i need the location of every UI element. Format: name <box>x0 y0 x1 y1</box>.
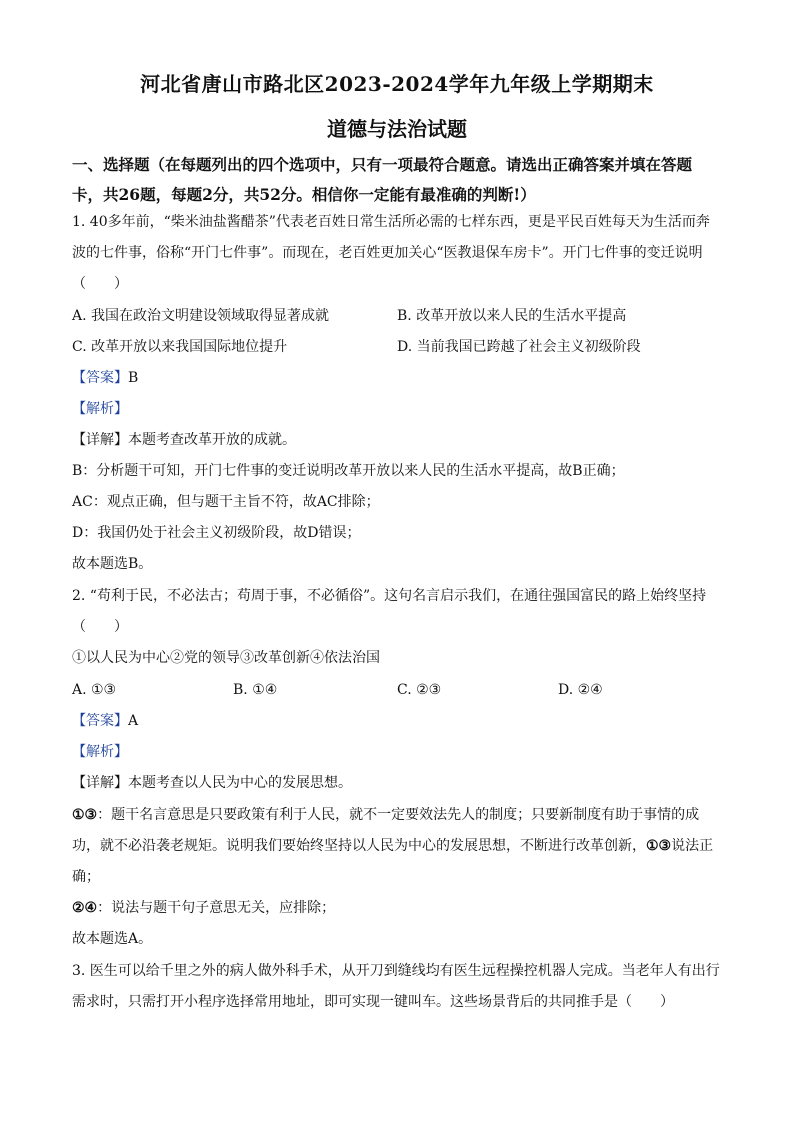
page-title: 河北省唐山市路北区2023-2024学年九年级上学期期末 <box>140 72 654 96</box>
q1-option-b: B. 改革开放以来人民的生活水平提高 <box>397 308 627 324</box>
q1-option-d: D. 当前我国已跨越了社会主义初级阶段 <box>397 339 641 355</box>
q2-detail-label: 【详解】 <box>72 775 128 791</box>
q1-conclusion: 故本题选B。 <box>72 556 153 572</box>
q1-answer <box>72 368 732 388</box>
q2-stem-line-1: 2. “苟利于民，不必法古；苟周于事，不必循俗”。这句名言启示我们，在通往强国富民的路上始终坚持 <box>72 588 707 604</box>
section-heading-line-1: 一、选择题（在每题列出的四个选项中，只有一项最符合题意。请选出正确答案并填在答题 <box>72 155 693 174</box>
q2-explanation-1-line-2a: 功，就不必沿袭老规矩。说明我们要始终坚持以人民为中心的发展思想，不断进行改革创新， <box>72 838 646 854</box>
q2-items: ①以人民为中心②党的领导③改革创新④依法治国 <box>72 650 380 666</box>
q2-detail <box>72 773 732 793</box>
q3-stem-line-2: 需求时，只需打开小程序选择常用地址，即可实现一键叫车。这些场景背后的共同推手是（ ） <box>72 994 674 1010</box>
q2-option-a: A. ①③ <box>72 682 117 698</box>
q2-option-b: B. ①④ <box>233 682 278 698</box>
q1-explanation-2: AC：观点正确，但与题干主旨不符，故AC排除； <box>72 494 380 510</box>
q1-detail <box>72 430 732 450</box>
q2-option-d: D. ②④ <box>558 682 603 698</box>
q2-explanation-1-prefix: ①③ <box>72 807 98 823</box>
q1-answer-value: B <box>128 370 139 386</box>
q2-answer <box>72 711 732 731</box>
q2-stem-line-2: （ ） <box>72 619 128 635</box>
q1-stem-line-3: （ ） <box>72 276 128 292</box>
page-subtitle: 道德与法治试题 <box>327 117 467 141</box>
q2-explanation-1-line-1 <box>72 805 732 825</box>
q1-explanation-1: B：分析题干可知，开门七件事的变迁说明改革开放以来人民的生活水平提高，故B正确； <box>72 463 625 479</box>
q1-detail-label: 【详解】 <box>72 432 128 448</box>
q2-analysis-label <box>72 742 732 762</box>
q2-answer-label: 【答案】 <box>72 713 128 729</box>
q2-analysis-label-text: 【解析】 <box>72 744 128 760</box>
q3-stem-line-1: 3. 医生可以给千里之外的病人做外科手术，从开刀到缝线均有医生远程操控机器人完成。当老年人有出行 <box>72 963 720 979</box>
q2-option-c: C. ②③ <box>397 682 442 698</box>
q2-answer-value: A <box>128 713 139 729</box>
q2-conclusion: 故本题选A。 <box>72 931 153 947</box>
q2-detail-text: 本题考查以人民为中心的发展思想。 <box>128 775 352 791</box>
q1-analysis-label <box>72 399 732 419</box>
q1-detail-text: 本题考查改革开放的成就。 <box>128 432 296 448</box>
q1-analysis-label-text: 【解析】 <box>72 401 128 417</box>
section-heading <box>72 150 722 210</box>
section-heading-line-2: 卡，共26题，每题2分，共52分。相信你一定能有最准确的判断!） <box>72 185 536 204</box>
q1-option-c: C. 改革开放以来我国国际地位提升 <box>72 339 288 355</box>
q2-explanation-1-line-2c: 说法正 <box>671 838 714 854</box>
q2-explanation-2 <box>72 898 732 918</box>
q2-explanation-1-line-2 <box>72 836 732 856</box>
q2-explanation-1-line-3: 确； <box>72 869 100 885</box>
q1-stem-line-1: 1. 40多年前，“柴米油盐酱醋茶”代表老百姓日常生活所必需的七样东西，更是平民百姓每天为生活而奔 <box>72 214 710 230</box>
q2-explanation-1-text: ：题干名言意思是只要政策有利于人民，就不一定要效法先人的制度；只要新制度有助于事情的成 <box>97 807 700 823</box>
q1-stem-line-2: 波的七件事，俗称“开门七件事”。而现在，老百姓更加关心“医教退保车房卡”。开门七件事的变迁说明 <box>72 245 703 261</box>
q1-answer-label: 【答案】 <box>72 370 128 386</box>
q1-option-a: A. 我国在政治文明建设领域取得显著成就 <box>72 308 330 324</box>
q2-explanation-2-prefix: ②④ <box>72 900 98 916</box>
q2-explanation-1-line-2b: ①③ <box>646 838 672 854</box>
q2-explanation-2-text: ：说法与题干句子意思无关，应排除； <box>97 900 336 916</box>
q1-explanation-3: D：我国仍处于社会主义初级阶段，故D错误； <box>72 525 361 541</box>
